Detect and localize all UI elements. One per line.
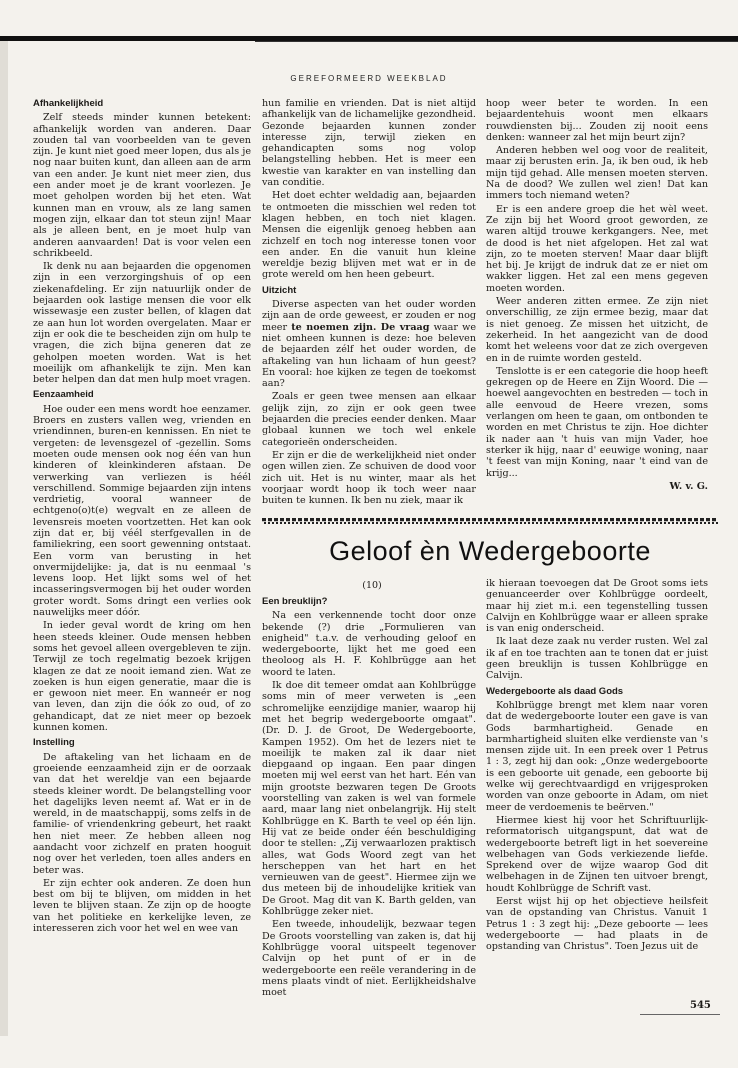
scan-left-edge bbox=[0, 36, 8, 1036]
paragraph: Ik doe dit temeer omdat aan Kohlbrügge soms min of meer verweten is „een schromelijke eenzijdige manier, waarop hij met het begrip wedergeboorte omgaat". (Dr. D. J. de Groot, De Wedergeboorte, Kampen 1952). Om het de lezers niet te moeilijk te maken zal ik daar niet diepgaand op ingaan. Een paar dingen moeten mij wel eerst van het hart. Eén van mijn grootste bezwaren tegen De Groots voorstelling van zaken is wel van formele aard, maar lang niet onbelangrijk. Hij stelt Kohlbrügge en K. Barth te veel op één lijn. Hij vat ze beide onder één beschuldiging door te stellen: „Zij verwaarlozen praktisch alles, wat Gods Woord zegt van het herscheppen van het hart en het vernieuwen van de geest". Hiermee zijn we dus meteen bij de inhoudelijke kritiek van De Groot. Mag dit van K. Barth gelden, van Kohlbrügge zeker niet. bbox=[262, 680, 476, 918]
paragraph: Weer anderen zitten ermee. Ze zijn niet onverschillig, ze zijn ermee bezig, maar dat is niet genoeg. Ze missen het uitzicht, de zekerheid. In het aangezicht van de dood komt het weleens voor dat ze zich overgeven en in de ruimte worden gesteld. bbox=[486, 296, 708, 364]
bottom-rule bbox=[640, 1014, 720, 1015]
paragraph: Kohlbrügge brengt met klem naar voren dat de wedergeboorte louter een gave is van Gods barmhartigheid. Genade en barmhartigheid sluiten elke verdienste van 's mensen zijde uit. In een preek over 1 Petrus 1 : 3, zegt hij dan ook: „Onze wedergeboorte is een geboorte uit genade, een geboorte bij welke wij gerechtvaardigd en vrijgesproken worden van onze geboorte in Adam, om niet meer de verdoemenis te beërven." bbox=[486, 699, 708, 813]
heading-eenzaamheid: Eenzaamheid bbox=[33, 389, 94, 401]
paragraph: Een tweede, inhoudelijk, bezwaar tegen De Groots voorstelling van zaken is, dat hij Kohlbrügge vooral uitspeelt tegenover Calvijn op het punt of er in de wedergeboorte een reële verandering in de mens plaats vindt of niet. Eerlijkheidshalve moet bbox=[262, 919, 476, 999]
paragraph: Zoals er geen twee mensen aan elkaar gelijk zijn, zo zijn er ook geen twee bejaarden die precies eender denken. Maar globaal kunnen we toch wel enkele categorieën onderscheiden. bbox=[262, 391, 476, 448]
wavy-divider-dots bbox=[262, 522, 718, 524]
paragraph: Hoe ouder een mens wordt hoe eenzamer. Broers en zusters vallen weg, vrienden en vriendinnen, buren-en kennissen. En niet te vergeten: de levensgezel of -gezellin. Soms moeten oude mensen ook nog één van hun kinderen of kleinkinderen afstaan. De verwerking van verliezen is héél verschillend. Sommige bejaarden zijn intens verdrietig, vooral wanneer de echtgeno(o)t(e) wegvalt en ze alleen de levensreis moeten voortzetten. Het kan ook zijn dat er, bij véél sterfgevallen in de familiekring, een soort gewenning ontstaat. Een vorm van berusting in het onvermijdelijke: ja, dat is nu eenmaal 's levens loop. Het lijkt soms wel of het incasseringsvermogen bij het ouder worden groter wordt. Soms dringt een verlies ook nauwelijks meer dóór. bbox=[33, 403, 251, 619]
paragraph: Ik laat deze zaak nu verder rusten. Wel zal ik af en toe trachten aan te tonen dat er juist geen breuklijn is tussen Kohlbrügge en Calvijn. bbox=[486, 636, 708, 682]
text-run: waar we niet omheen kunnen is deze: hoe beleven de bejaarden zélf het ouder worden, de aftakeling van hun lichaam of hun geest? En vooral: hoe kijken ze tegen de toekomst aan? bbox=[262, 321, 476, 390]
running-header: GEREFORMEERD WEEKBLAD bbox=[290, 74, 448, 83]
article-title: Geloof èn Wedergeboorte bbox=[329, 536, 651, 566]
paragraph: Anderen hebben wel oog voor de realiteit, maar zij berusten erin. Ja, ik ben oud, ik heb mijn tijd gehad. Alle mensen moeten sterven. Na de dood? We zullen wel zien! Dat kan immers toch niemand weten? bbox=[486, 145, 708, 202]
heading-afhankelijkheid: Afhankelijkheid bbox=[33, 98, 104, 109]
paragraph: Ik denk nu aan bejaarden die opgenomen zijn in een verzorgingshuis of op een ziekenafdeling. Er zijn natuurlijk onder de bejaarden ook lastige mensen die voor elk wissewasje een zuster bellen, of klagen dat ze aan hun lot worden overgelaten. Maar er zijn er ook die te bescheiden zijn om hulp te vragen, die zich bijna generen dat ze geholpen moeten worden. Wat is het moeilijk om afhankelijk te zijn. Men kan beter helpen dan dat men hulp moet vragen. bbox=[33, 261, 251, 386]
article2-column-b bbox=[486, 578, 708, 955]
text-run: Diverse aspecten van het ouder worden zijn aan de orde geweest, er zouden er nog meer bbox=[262, 299, 476, 333]
paragraph: ik hieraan toevoegen dat De Groot soms iets genuanceerder over Kohlbrügge oordeelt, maar hij ziet m.i. een tegenstelling tussen Calvijn en Kohlbrügge waar er alleen sprake is van enig onderscheid. bbox=[486, 578, 708, 635]
paragraph-uitzicht-1 bbox=[262, 299, 476, 389]
paragraph: Tenslotte is er een categorie die hoop heeft gekregen op de Heere en Zijn Woord. Die — hoewel aangevochten en bestreden — toch in alle eenvoud de Heere vrezen, soms verlangen om heen te gaan, om ontbonden te worden en met Christus te zijn. Hoe dichter ik nader aan 't huis van mijn Vader, hoe sterker ik hijg, naar d' eeuwige woning, naar 't feest van mijn Koning, naar 't eind van de krijg... bbox=[486, 365, 708, 479]
bold-text-run: te noemen zijn. De vraag bbox=[291, 321, 430, 333]
paragraph: Na een verkennende tocht door onze bekende (?) drie „Formulieren van enigheid" t.a.v. de verhouding geloof en wedergeboorte, lijkt het me goed een theoloog als H. F. Kohlbrügge aan het woord te laten. bbox=[262, 610, 476, 678]
paragraph: Hiermee kiest hij voor het Schriftuurlijk-reformatorisch uitgangspunt, dat wat de wedergeboorte betreft ligt in het soevereine welbehagen van Gods verkiezende liefde. Sprekend over de wijze waarop God dit welbehagen in de Zijnen ten uitvoer brengt, houdt Kohlbrügge de Schrift vast. bbox=[486, 814, 708, 894]
top-thin-rule bbox=[255, 41, 738, 42]
column-2 bbox=[262, 98, 476, 508]
heading-wedergeboorte-daad-gods: Wedergeboorte als daad Gods bbox=[486, 685, 624, 697]
signature: W. v. G. bbox=[669, 480, 708, 492]
column-1 bbox=[33, 98, 251, 936]
paragraph: Zelf steeds minder kunnen betekent: afhankelijk worden van anderen. Daar zouden tal van voorbeelden van te geven zijn. Je kunt niet goed meer lopen, dus als je nog naar buiten kunt, dan alleen aan de arm van een ander. Je kunt niet meer zien, dus een ander moet je de krant voorlezen. Je moet geholpen worden bij het eten. Wat kunnen man en vrouw, als ze lang samen mogen zijn, elkaar dan tot steun zijn! Maar als je alleen bent, en je moet hulp van anderen aanvaarden! Dat is voor velen een schrikbeeld. bbox=[33, 112, 251, 259]
paragraph: De aftakeling van het lichaam en de groeiende eenzaamheid zijn er de oorzaak van dat het wereldje van een bejaarde steeds kleiner wordt. De belangstelling voor het dagelijks leven neemt af. Wat er in de wereld, in de maatschappij, soms zelfs in de familie- of vriendenkring gebeurt, het raakt hen niet meer. Ze hebben alleen nog aandacht voor zichzelf en praten hooguit nog over het verleden, toen alles anders en beter was. bbox=[33, 751, 251, 876]
paragraph: Er is een andere groep die het wèl weet. Ze zijn bij het Woord groot geworden, ze waren altijd trouwe kerkgangers. Nee, met de dood is het niet afgelopen. Het zal wat zijn, zo te moeten sterven! Maar daar blijft het bij. Je krijgt de indruk dat ze er niet om wakker liggen. Het zal een mens gegeven moeten worden. bbox=[486, 203, 708, 294]
article-part-number: (10) bbox=[362, 580, 382, 591]
paragraph: In ieder geval wordt de kring om hen heen steeds kleiner. Oude mensen hebben soms het gevoel alleen overgebleven te zijn. Terwijl ze toch regelmatig bezoek krijgen klagen ze dat ze nooit iemand zien. Wat ze zoeken is hun eigen generatie, maar die is er gewoon niet meer. En wanneér er nog van leven, dan zijn die óók zo oud, of zo gehandicapt, dat ze niet meer op bezoek kunnen komen. bbox=[33, 620, 251, 734]
paragraph: Het doet echter weldadig aan, bejaarden te ontmoeten die misschien wel reden tot klagen hebben, en toch niet klagen. Mensen die eigenlijk genoeg hebben aan zichzelf en toch nog interesse tonen voor een ander. En die vanuit hun kleine wereldje bezig blijven met wat er in de grote wereld om hen heen gebeurt. bbox=[262, 190, 476, 281]
heading-uitzicht: Uitzicht bbox=[262, 284, 297, 296]
column-3 bbox=[486, 98, 708, 492]
paragraph: hun familie en vrienden. Dat is niet altijd afhankelijk van de lichamelijke gezondheid. Gezonde bejaarden kunnen zonder interesse zijn, terwijl zieken en gehandicapten soms nog volop belangstelling hebben. Het is meer een kwestie van karakter en van instelling dan van conditie. bbox=[262, 98, 476, 189]
article2-column-a bbox=[262, 596, 476, 1000]
page-number: 545 bbox=[690, 1000, 711, 1011]
paragraph: Er zijn echter ook anderen. Ze doen hun best om bij te blijven, om midden in het leven te blijven staan. Ze zijn op de hoogte van het politieke en kerkelijke leven, ze interesseren zich voor het wel en wee van bbox=[33, 877, 251, 935]
paragraph: Er zijn er die de werkelijkheid niet onder ogen willen zien. Ze schuiven de dood voor zich uit. Het is nu winter, maar als het voorjaar wordt hoop ik toch weer naar buiten te kunnen. Ik ben nu ziek, maar ik bbox=[262, 449, 476, 507]
paragraph: hoop weer beter te worden. In een bejaardentehuis woont men elkaars rouwdiensten bij... Zouden zij nooit eens denken: wanneer zal het mijn beurt zijn? bbox=[486, 98, 708, 143]
paragraph: Eerst wijst hij op het objectieve heilsfeit van de opstanding van Christus. Vanuit 1 Petrus 1 : 3 zegt hij: „Deze geboorte — lees wedergeboorte — had plaats in de opstanding van Christus". Toen Jezus uit de bbox=[486, 896, 708, 953]
heading-breuklijn: Een breuklijn? bbox=[262, 596, 328, 607]
heading-instelling: Instelling bbox=[33, 737, 75, 749]
